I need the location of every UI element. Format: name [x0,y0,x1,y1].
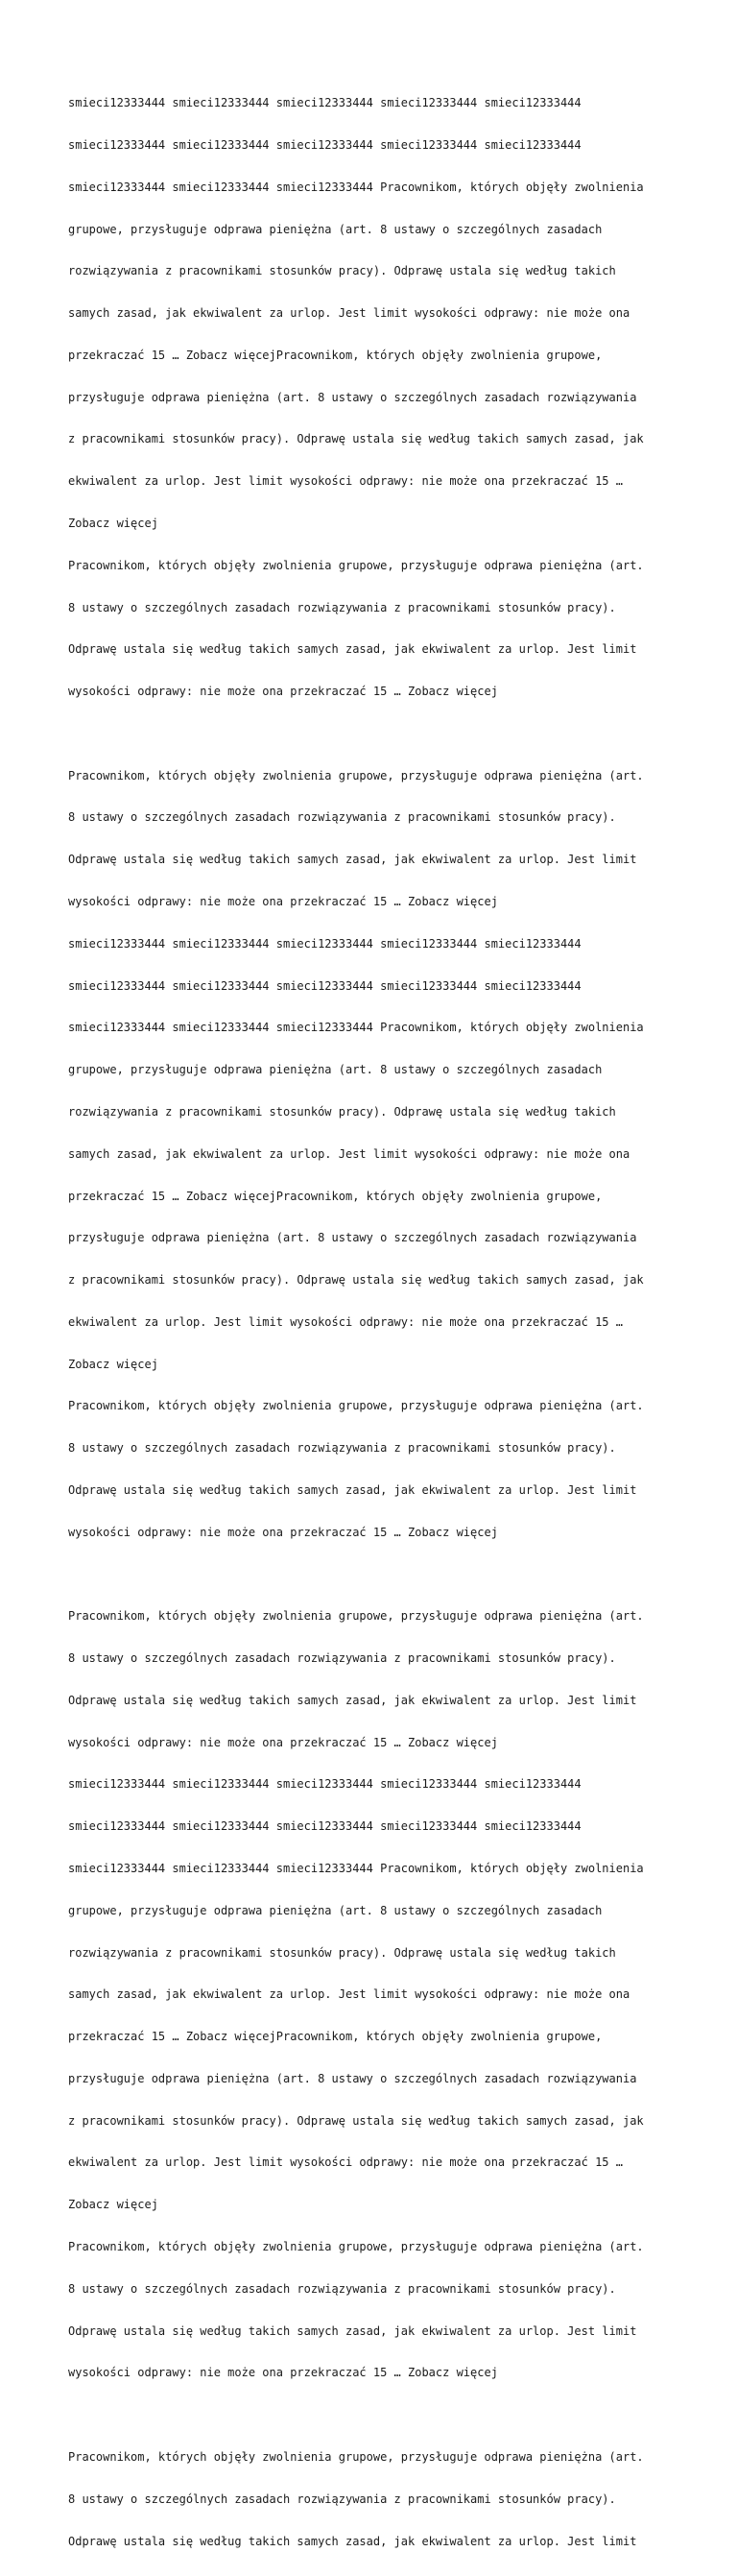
text-line: grupowe, przysługuje odprawa pieniężna (art. 8 ustawy o szczególnych zasadach [68,222,603,236]
text-line: smieci12333444 smieci12333444 smieci12333444 smieci12333444 smieci12333444 [68,1777,582,1792]
text-line: wysokości odprawy: nie może ona przekraczać 15 … Zobacz więcej [68,895,498,909]
text-line: przysługuje odprawa pieniężna (art. 8 ustawy o szczególnych zasadach rozwiązywania [68,2071,637,2085]
text-line: z pracownikami stosunków pracy). Odprawę ustala się według takich samych zasad, jak [68,1273,644,1288]
paragraph-gap [68,1568,682,1582]
text-line: Pracownikom, których objęły zwolnienia grupowe, przysługuje odprawa pieniężna (art. [68,558,644,572]
text-line: smieci12333444 smieci12333444 smieci12333444 smieci12333444 smieci12333444 [68,137,582,152]
text-line: 8 ustawy o szczególnych zasadach rozwiązywania z pracownikami stosunków pracy). [68,2281,616,2296]
text-line: Odprawę ustala się według takich samych zasad, jak ekwiwalent za urlop. Jest limit [68,1693,637,1707]
document-page [68,68,682,2576]
text-line: smieci12333444 smieci12333444 smieci12333444 Pracownikom, których objęły zwolnienia [68,1862,644,1875]
text-line: Odprawę ustala się według takich samych zasad, jak ekwiwalent za urlop. Jest limit [68,1482,637,1497]
text-line: Odprawę ustala się według takich samych zasad, jak ekwiwalent za urlop. Jest limit [68,853,637,867]
text-line: smieci12333444 smieci12333444 smieci12333444 Pracownikom, których objęły zwolnienia [68,1021,644,1035]
text-line: przekraczać 15 … Zobacz więcejPracownikom, których objęły zwolnienia grupowe, [68,2030,603,2044]
text-line: Pracownikom, których objęły zwolnienia grupowe, przysługuje odprawa pieniężna (art. [68,1399,644,1413]
text-line: z pracownikami stosunków pracy). Odprawę ustala się według takich samych zasad, jak [68,2113,644,2128]
text-line: Zobacz więcej [68,1357,158,1371]
text-line: smieci12333444 smieci12333444 smieci12333444 smieci12333444 smieci12333444 [68,936,582,951]
text-line: smieci12333444 smieci12333444 smieci12333444 Pracownikom, których objęły zwolnienia [68,180,644,194]
text-line: Zobacz więcej [68,2198,158,2212]
text-line: Pracownikom, których objęły zwolnienia grupowe, przysługuje odprawa pieniężna (art. [68,2449,644,2464]
text-line: przekraczać 15 … Zobacz więcejPracownikom, których objęły zwolnienia grupowe, [68,348,603,362]
text-line: 8 ustawy o szczególnych zasadach rozwiązywania z pracownikami stosunków pracy). [68,600,616,614]
text-line: smieci12333444 smieci12333444 smieci12333444 smieci12333444 smieci12333444 [68,1819,582,1834]
text-line: Pracownikom, których objęły zwolnienia grupowe, przysługuje odprawa pieniężna (art. [68,768,644,782]
text-line: rozwiązywania z pracownikami stosunków pracy). Odprawę ustala się według takich [68,1104,616,1119]
text-block-1 [68,68,682,727]
text-line: rozwiązywania z pracownikami stosunków pracy). Odprawę ustala się według takich [68,1945,616,1960]
text-line: smieci12333444 smieci12333444 smieci12333444 smieci12333444 smieci12333444 [68,978,582,993]
text-block-2 [68,741,682,1568]
text-line: ekwiwalent za urlop. Jest limit wysokości odprawy: nie może ona przekraczać 15 … [68,1314,623,1329]
text-line: 8 ustawy o szczególnych zasadach rozwiązywania z pracownikami stosunków pracy). [68,1651,616,1666]
text-line: przekraczać 15 … Zobacz więcejPracownikom, których objęły zwolnienia grupowe, [68,1189,603,1203]
text-line: z pracownikami stosunków pracy). Odprawę ustala się według takich samych zasad, jak [68,432,644,446]
text-line: Pracownikom, których objęły zwolnienia grupowe, przysługuje odprawa pieniężna (art. [68,2240,644,2254]
text-line: samych zasad, jak ekwiwalent za urlop. Jest limit wysokości odprawy: nie może ona [68,1987,630,2002]
text-line: grupowe, przysługuje odprawa pieniężna (art. 8 ustawy o szczególnych zasadach [68,1903,603,1917]
text-line: wysokości odprawy: nie może ona przekraczać 15 … Zobacz więcej [68,2366,498,2380]
text-line: Odprawę ustala się według takich samych zasad, jak ekwiwalent za urlop. Jest limit [68,2323,637,2338]
text-line: Odprawę ustala się według takich samych zasad, jak ekwiwalent za urlop. Jest limit [68,2534,637,2548]
text-line: samych zasad, jak ekwiwalent za urlop. Jest limit wysokości odprawy: nie może ona [68,1146,630,1161]
text-line: samych zasad, jak ekwiwalent za urlop. Jest limit wysokości odprawy: nie może ona [68,306,630,321]
text-line: przysługuje odprawa pieniężna (art. 8 ustawy o szczególnych zasadach rozwiązywania [68,390,637,404]
text-line: wysokości odprawy: nie może ona przekraczać 15 … Zobacz więcej [68,685,498,699]
text-line: Pracownikom, których objęły zwolnienia grupowe, przysługuje odprawa pieniężna (art. [68,1609,644,1624]
paragraph-gap [68,2408,682,2422]
text-line: 8 ustawy o szczególnych zasadach rozwiązywania z pracownikami stosunków pracy). [68,2492,616,2506]
text-line: smieci12333444 smieci12333444 smieci12333444 smieci12333444 smieci12333444 [68,96,582,110]
text-line: rozwiązywania z pracownikami stosunków pracy). Odprawę ustala się według takich [68,264,616,278]
paragraph-gap [68,727,682,741]
text-block-4 [68,2422,682,2576]
text-line: ekwiwalent za urlop. Jest limit wysokości odprawy: nie może ona przekraczać 15 … [68,474,623,489]
text-line: 8 ustawy o szczególnych zasadach rozwiązywania z pracownikami stosunków pracy). [68,810,616,825]
text-line: Zobacz więcej [68,517,158,530]
text-line: wysokości odprawy: nie może ona przekraczać 15 … Zobacz więcej [68,1525,498,1539]
text-line: ekwiwalent za urlop. Jest limit wysokości odprawy: nie może ona przekraczać 15 … [68,2155,623,2170]
text-line: wysokości odprawy: nie może ona przekraczać 15 … Zobacz więcej [68,1735,498,1749]
text-line: przysługuje odprawa pieniężna (art. 8 ustawy o szczególnych zasadach rozwiązywania [68,1231,637,1245]
text-block-3 [68,1581,682,2408]
text-line: 8 ustawy o szczególnych zasadach rozwiązywania z pracownikami stosunków pracy). [68,1441,616,1456]
text-line: grupowe, przysługuje odprawa pieniężna (art. 8 ustawy o szczególnych zasadach [68,1063,603,1077]
text-line: Odprawę ustala się według takich samych zasad, jak ekwiwalent za urlop. Jest limit [68,642,637,657]
